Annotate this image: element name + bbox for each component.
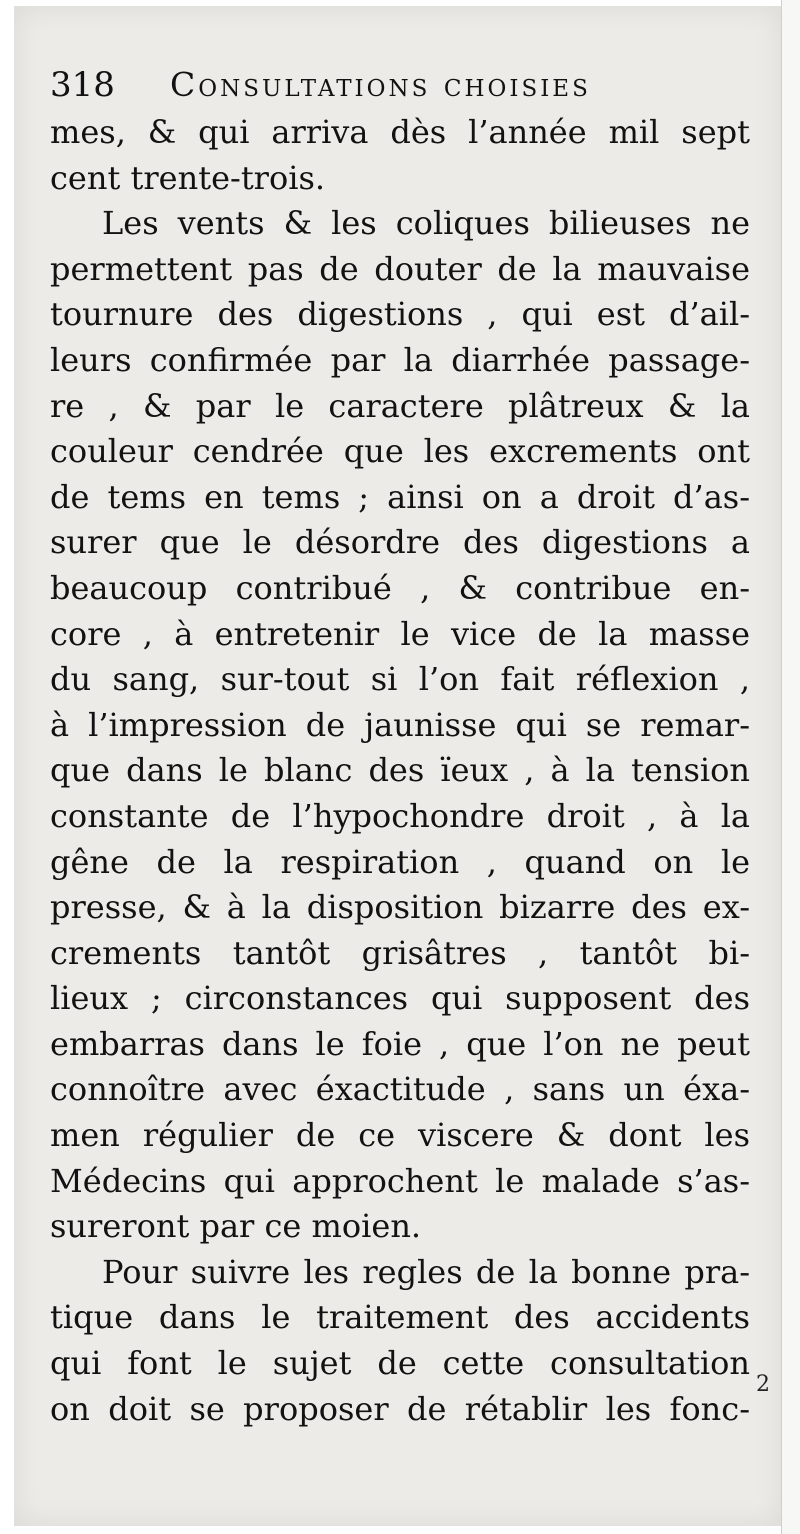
text-line: tique dans le traitement des accidents	[50, 1298, 750, 1337]
text-line: crements tantôt grisâtres , tantôt bi-	[50, 933, 750, 972]
text-line: surer que le désordre des digestions a	[50, 523, 750, 562]
text-line: couleur cendrée que les excrements ont	[50, 432, 750, 471]
text-line: à l’impression de jaunisse qui se remar-	[50, 705, 750, 744]
text-line: constante de l’hypochondre droit , à la	[50, 796, 750, 835]
text-line: du sang, sur-tout si l’on fait réflexion ,	[50, 660, 750, 699]
text-line: gêne de la respiration , quand on le	[50, 842, 750, 881]
running-header	[50, 60, 750, 110]
text-line: que dans le blanc des ïeux , à la tension	[50, 751, 750, 790]
text-line: qui font le sujet de cette consultation	[50, 1344, 750, 1383]
text-line: beaucoup contribué , & contribue en-	[50, 568, 750, 607]
text-line: core , à entretenir le vice de la masse	[50, 614, 750, 653]
text-line: lieux ; circonstances qui supposent des	[50, 979, 750, 1018]
text-line: presse, & à la disposition bizarre des ex-	[50, 888, 750, 927]
text-line: on doit se proposer de rétablir les fonc-	[50, 1389, 750, 1428]
page-text	[50, 60, 750, 1432]
text-line: Médecins qui approchent le malade s’as-	[50, 1161, 750, 1200]
paragraph-start-line: Les vents & les coliques bilieuses ne	[102, 204, 750, 243]
page-number: 318	[50, 65, 115, 105]
text-line: men régulier de ce viscere & dont les	[50, 1116, 750, 1155]
book-page	[14, 6, 782, 1526]
text-line: connoître avec éxactitude , sans un éxa-	[50, 1070, 750, 1109]
text-line: permettent pas de douter de la mauvaise	[50, 249, 750, 288]
text-line: sureront par ce moien.	[50, 1207, 422, 1246]
text-line: re , & par le caractere plâtreux & la	[50, 386, 750, 425]
marginal-mark: 2	[756, 1372, 770, 1397]
text-line: mes, & qui arriva dès l’année mil sept	[50, 113, 750, 151]
paragraph-start-line: Pour suivre les regles de la bonne pra-	[102, 1252, 750, 1291]
text-line: leurs confirmée par la diarrhée passage-	[50, 340, 750, 379]
text-line: de tems en tems ; ainsi on a droit d’as-	[50, 477, 750, 516]
text-line: cent trente-trois.	[50, 158, 326, 197]
text-line: embarras dans le foie , que l’on ne peut	[50, 1024, 750, 1063]
running-title: Consultations choisies	[170, 65, 591, 104]
page-gutter	[781, 0, 800, 1534]
text-line: tournure des digestions , qui est d’ail-	[50, 295, 750, 334]
